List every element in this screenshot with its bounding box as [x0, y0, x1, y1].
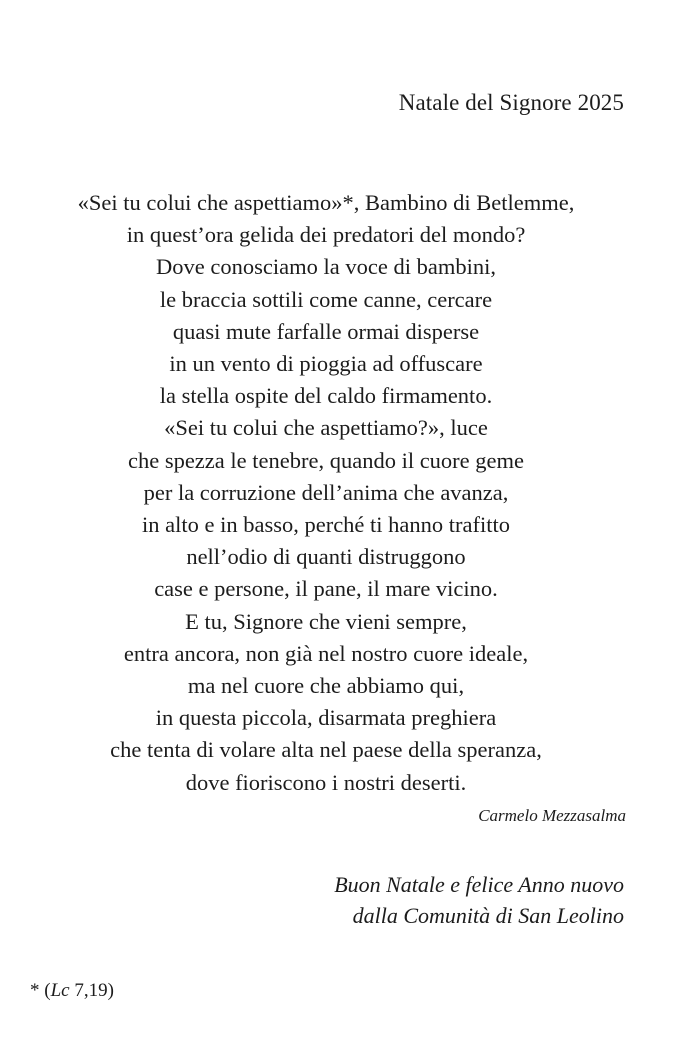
poem-author: Carmelo Mezzasalma: [478, 806, 626, 825]
poem-line: case e persone, il pane, il mare vicino.: [154, 576, 498, 602]
footnote-marker: * (: [30, 980, 51, 1001]
footnote-reference: 7,19): [69, 980, 114, 1001]
footnote: [30, 980, 114, 1002]
greeting: [334, 869, 624, 931]
footnote-book: Lc: [50, 980, 70, 1001]
poem-line: «Sei tu colui che aspettiamo»*, Bambino di Betlemme,: [77, 190, 575, 215]
poem: [0, 187, 652, 799]
poem-line: le braccia sottili come canne, cercare: [159, 286, 493, 312]
page-title: Natale del Signore 2025: [398, 90, 624, 115]
greeting-signature: dalla Comunità di San Leolino: [352, 903, 624, 928]
poem-line: che tenta di volare alta nel paese della speranza,: [110, 737, 542, 763]
poem-line: E tu, Signore che vieni sempre,: [185, 608, 467, 634]
poem-line: in questa piccola, disarmata preghiera: [155, 705, 497, 731]
greeting-line: Buon Natale e felice Anno nuovo: [334, 872, 624, 897]
poem-line: in alto e in basso, perché ti hanno trafitto: [141, 512, 511, 538]
poem-line: entra ancora, non già nel nostro cuore ideale,: [123, 640, 529, 666]
poem-line: la stella ospite del caldo firmamento.: [159, 383, 493, 409]
poem-line: in quest’ora gelida dei predatori del mondo?: [126, 222, 526, 248]
poem-line: nell’odio di quanti distruggono: [186, 544, 466, 570]
poem-line: «Sei tu colui che aspettiamo?», luce: [164, 415, 488, 441]
poem-line: per la corruzione dell’anima che avanza,: [143, 479, 509, 505]
poem-line: dove fioriscono i nostri deserti.: [185, 769, 467, 795]
poem-line: quasi mute farfalle ormai disperse: [172, 318, 480, 344]
poem-line: Dove conosciamo la voce di bambini,: [156, 254, 496, 280]
poem-line: che spezza le tenebre, quando il cuore geme: [127, 447, 525, 473]
poem-line: in un vento di pioggia ad offuscare: [169, 351, 483, 377]
poem-line: ma nel cuore che abbiamo qui,: [187, 673, 465, 699]
